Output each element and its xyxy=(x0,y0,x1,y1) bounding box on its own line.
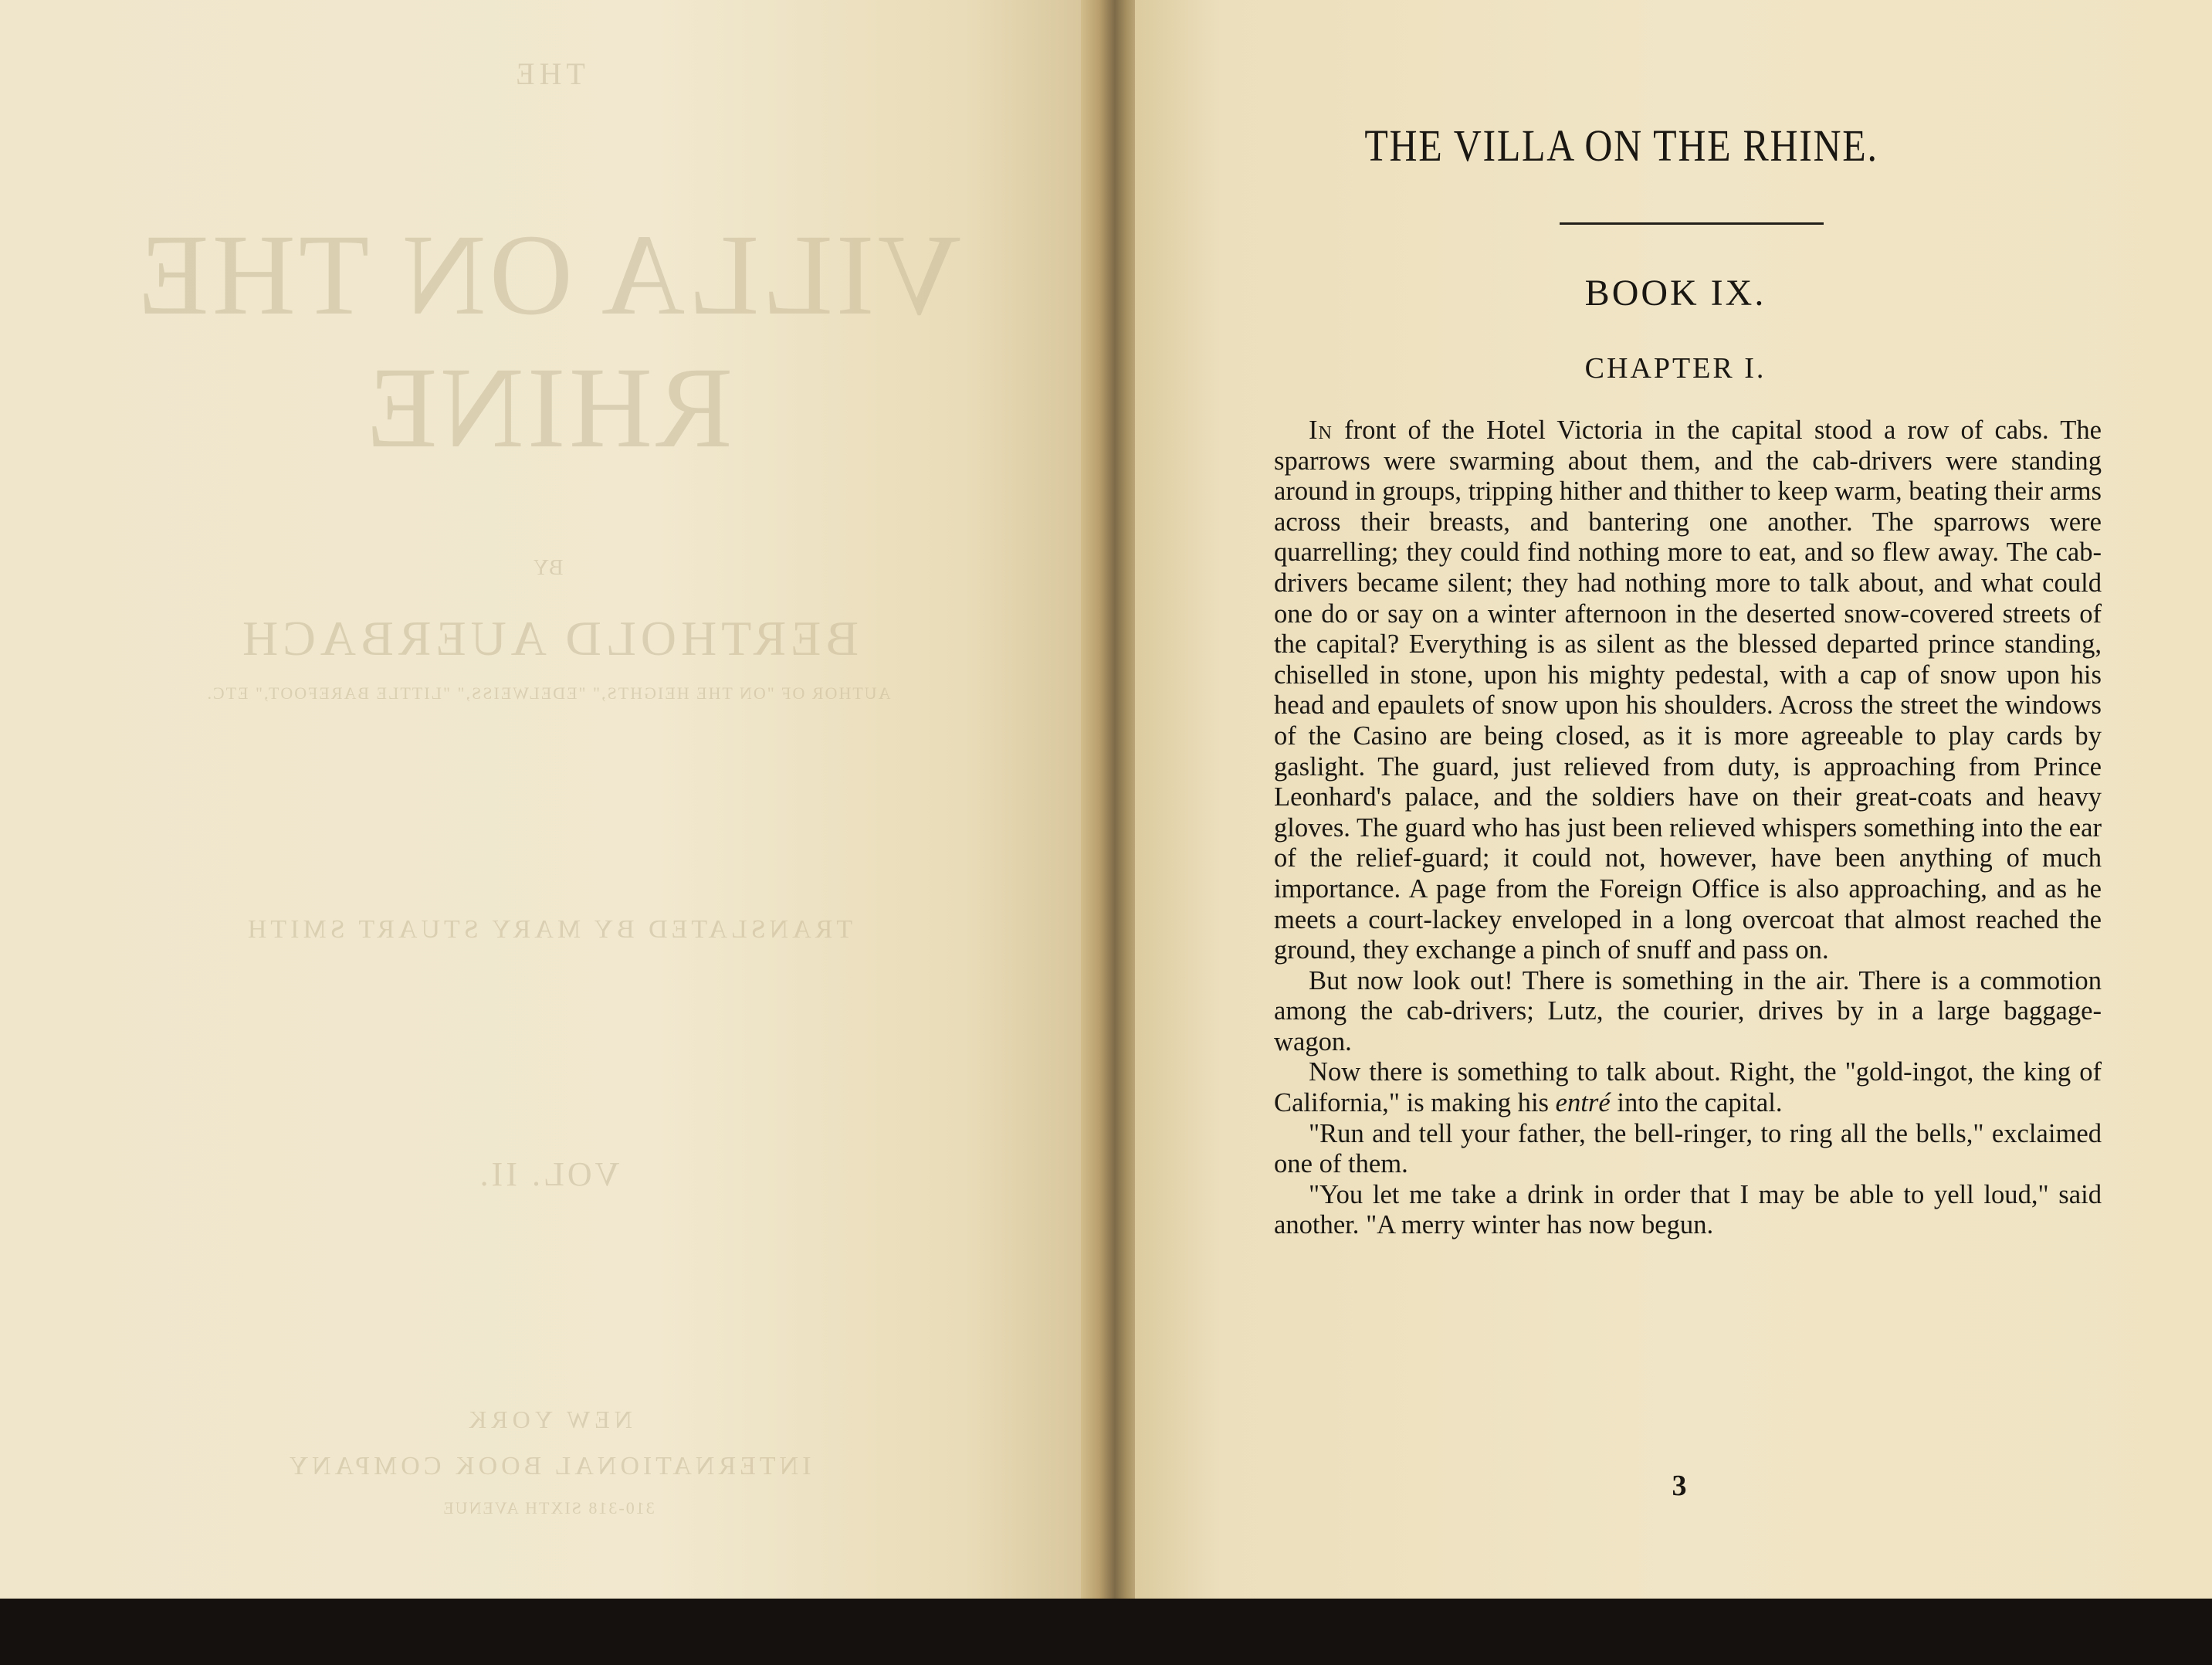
opening-word: In xyxy=(1309,415,1333,445)
paragraph: "Run and tell your father, the bell-ringer, to ring all the bells," exclaimed one of them. xyxy=(1274,1118,2102,1179)
chapter-heading: CHAPTER I. xyxy=(1584,352,1767,385)
running-title: THE VILLA ON THE RHINE. xyxy=(1364,120,1878,171)
bleed-through-translator: TRANSLATED BY MARY STUART SMITH xyxy=(243,915,853,944)
chapter-text xyxy=(1274,415,2102,1241)
paragraph: But now look out! There is something in the air. There is a commotion among the cab-drivers; Lutz, the courier, drives by in a large baggage-wagon. xyxy=(1274,965,2102,1056)
bleed-through-the: THE xyxy=(511,56,585,91)
bleed-through-publisher: INTERNATIONAL BOOK COMPANY xyxy=(285,1452,811,1480)
paragraph-text: into the capital. xyxy=(1610,1088,1783,1118)
bleed-through-address: 310-318 SIXTH AVENUE xyxy=(442,1498,655,1517)
bleed-through-by: BY xyxy=(533,556,564,580)
page-number: 3 xyxy=(1672,1470,1687,1502)
bleed-through-title: VILLA ON THE RHINE xyxy=(134,211,962,472)
bleed-through-author-works: AUTHOR OF "ON THE HEIGHTS," "EDELWEISS," "LITTLE BAREFOOT," ETC. xyxy=(205,683,891,703)
paragraph xyxy=(1274,1057,2102,1118)
bleed-through-volume: VOL. II. xyxy=(476,1155,620,1193)
bleed-through-city: NEW YORK xyxy=(464,1406,632,1433)
paragraph-text: Now there is something to talk about. Right, the "gold-ingot, the king of California," is making his xyxy=(1274,1057,2102,1118)
bleed-through-author: BERTHOLD AUERBACH xyxy=(238,611,859,666)
paragraph: "You let me take a drink in order that I may be able to yell loud," said another. "A merry winter has now begun. xyxy=(1274,1179,2102,1240)
paragraph-text: front of the Hotel Victoria in the capital stood a row of cabs. The sparrows were swarming about them, and the cab-drivers were standing around in groups, tripping hither and thither to keep warm, beating their arms across their breasts, and bantering one another. The sparrows were quarrelling; they could find nothing more to eat, and so flew away. The cab-drivers became silent; they had nothing more to talk about, and what could one do or say on a winter afternoon in the deserted snow-covered streets of the capital? Everything is as silent as the blessed departed prince standing, chiselled in stone, upon his mighty pedestal, with a cap of snow upon his head and epaulets of snow upon his shoulders. Across the street the windows of the Casino are being closed, as it is more agreeable to play cards by gaslight. The guard, just relieved from duty, is approaching from Prince Leonhard's palace, and the soldiers have on their great-coats and heavy gloves. The guard who has just been relieved whispers something into the ear of the relief-guard; it could not, however, have been anything of much importance. A page from the Foreign Office is also approaching, and as he meets a court-lackey enveloped in a long overcoat that almost reached the ground, they exchange a pinch of snuff and pass on. xyxy=(1274,415,2102,965)
italic-word: entré xyxy=(1555,1088,1611,1118)
paragraph xyxy=(1274,415,2102,966)
title-rule xyxy=(1560,222,1824,225)
book-heading: BOOK IX. xyxy=(1584,273,1767,314)
